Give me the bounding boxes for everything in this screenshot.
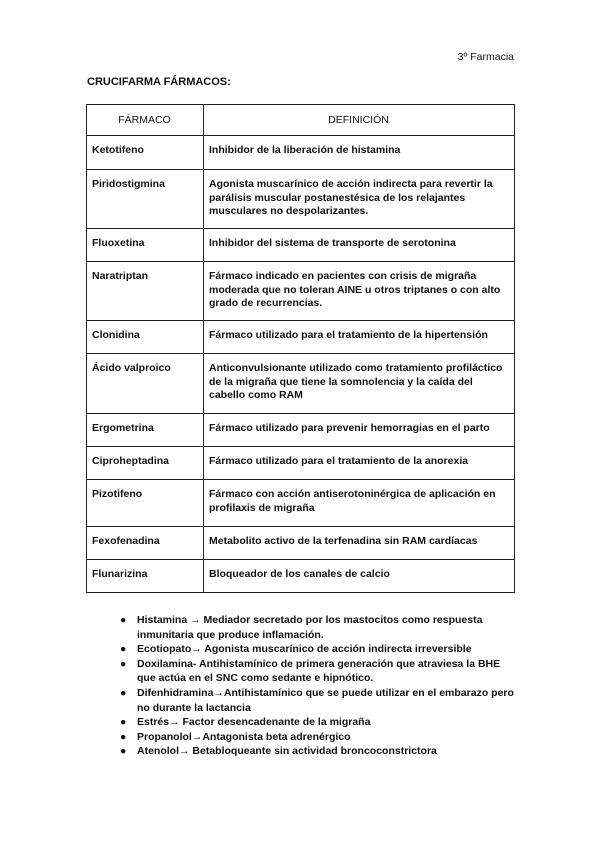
bullet-icon: ● bbox=[120, 716, 127, 729]
drug-table bbox=[86, 104, 515, 593]
note-text: Difenhidramina→Antihistamínico que se puede utilizar en el embarazo pero no durante la lactancia bbox=[137, 686, 514, 714]
note-text: Propanolol→Antagonista beta adrenérgico bbox=[137, 730, 351, 743]
drug-definition: Anticonvulsionante utilizado como tratamiento profiláctico de la migraña que tiene la somnolencia y la caída del cabello como RAM bbox=[204, 354, 515, 414]
bullet-icon: ● bbox=[120, 643, 127, 656]
drug-definition: Fármaco con acción antiserotoninérgica de aplicación en profilaxis de migraña bbox=[204, 480, 515, 527]
table-row bbox=[87, 136, 515, 170]
bullet-icon: ● bbox=[120, 686, 127, 699]
drug-definition: Fármaco utilizado para prevenir hemorragias en el parto bbox=[204, 414, 515, 447]
document-title: CRUCIFARMA FÁRMACOS: bbox=[87, 76, 231, 88]
drug-definition: Inhibidor del sistema de transporte de serotonina bbox=[204, 229, 515, 262]
course-label: 3º Farmacia bbox=[457, 51, 514, 63]
table-row bbox=[87, 447, 515, 480]
drug-name: Ciproheptadina bbox=[87, 447, 204, 480]
bullet-icon: ● bbox=[120, 745, 127, 758]
list-item bbox=[118, 613, 518, 642]
bullet-icon: ● bbox=[120, 614, 127, 626]
list-item bbox=[118, 730, 518, 745]
table-row bbox=[87, 414, 515, 447]
list-item bbox=[118, 686, 518, 715]
drug-name: Pizotifeno bbox=[87, 480, 204, 527]
note-text: Ecotiopato→ Agonista muscarínico de acción indirecta irreversible bbox=[137, 643, 472, 656]
bullet-icon: ● bbox=[120, 730, 127, 743]
note-text: Histamina → Mediador secretado por los mastocitos como respuesta inmunitaria que produce inflamación. bbox=[137, 614, 483, 641]
drug-name: Flunarizina bbox=[87, 560, 204, 593]
drug-definition: Fármaco utilizado para el tratamiento de la anorexia bbox=[204, 447, 515, 480]
notes-list bbox=[118, 613, 518, 759]
table-row bbox=[87, 262, 515, 321]
drug-definition: Bloqueador de los canales de calcio bbox=[204, 560, 515, 593]
list-item bbox=[118, 744, 518, 759]
table-row bbox=[87, 229, 515, 262]
note-text: Estrés→ Factor desencadenante de la migraña bbox=[137, 716, 371, 729]
drug-definition: Agonista muscarínico de acción indirecta para revertir la parálisis muscular postanestésica de los relajantes musculares no despolarizantes. bbox=[204, 170, 515, 229]
drug-name: Clonidina bbox=[87, 321, 204, 354]
list-item bbox=[118, 657, 518, 686]
drug-name: Naratriptan bbox=[87, 262, 204, 321]
drug-definition: Inhibidor de la liberación de histamina bbox=[204, 136, 515, 170]
drug-definition: Metabolito activo de la terfenadina sin RAM cardíacas bbox=[204, 527, 515, 560]
drug-name: Fexofenadina bbox=[87, 527, 204, 560]
list-item bbox=[118, 715, 518, 730]
note-text: Doxilamina- Antihistamínico de primera generación que atraviesa la BHE que actúa en el SNC como sedante e hipnótico. bbox=[137, 657, 501, 685]
table-row bbox=[87, 170, 515, 229]
table-header-row bbox=[87, 105, 515, 136]
drug-definition: Fármaco utilizado para el tratamiento de la hipertensión bbox=[204, 321, 515, 354]
table-row bbox=[87, 321, 515, 354]
table-row bbox=[87, 354, 515, 414]
note-text: Atenolol→ Betabloqueante sin actividad broncoconstrictora bbox=[137, 745, 437, 758]
column-header-drug: FÁRMACO bbox=[87, 105, 204, 136]
table-row bbox=[87, 527, 515, 560]
drug-definition: Fármaco indicado en pacientes con crisis de migraña moderada que no toleran AINE u otros triptanes o con alto grado de recurrencias. bbox=[204, 262, 515, 321]
drug-name: Ácido valproico bbox=[87, 354, 204, 414]
drug-name: Ergometrina bbox=[87, 414, 204, 447]
table-row bbox=[87, 480, 515, 527]
drug-name: Ketotifeno bbox=[87, 136, 204, 170]
drug-name: Fluoxetina bbox=[87, 229, 204, 262]
bullet-icon: ● bbox=[120, 657, 127, 670]
column-header-definition: DEFINICIÓN bbox=[204, 105, 515, 136]
list-item bbox=[118, 642, 518, 657]
drug-name: Piridostigmina bbox=[87, 170, 204, 229]
table-row bbox=[87, 560, 515, 593]
